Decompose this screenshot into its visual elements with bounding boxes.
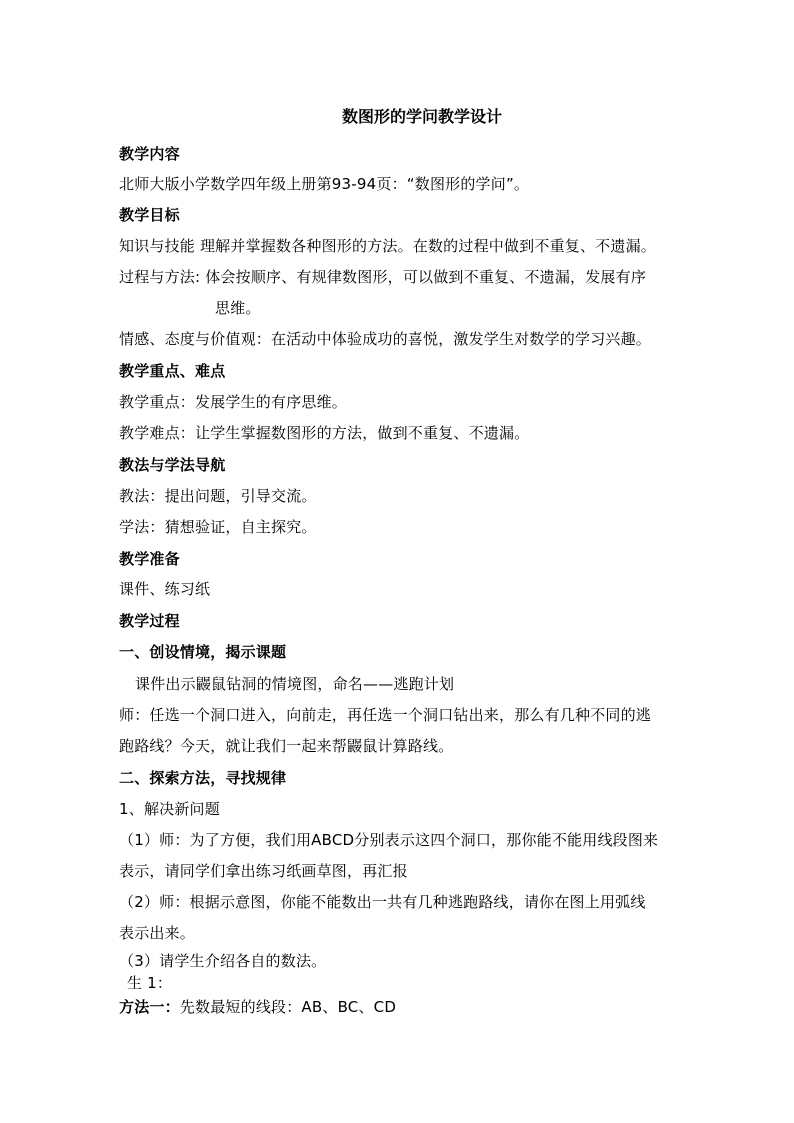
subsection-one: 1、解决新问题 [119,800,220,818]
heading-methods: 教法与学法导航 [119,456,226,474]
method-one-label: 方法一： [119,998,180,1016]
heading-preparation: 教学准备 [119,550,180,568]
method-one-text: 先数最短的线段：AB、BC、CD [179,998,397,1016]
heading-objectives: 教学目标 [119,206,180,224]
step-one-cont: 表示，请同学们拿出练习纸画草图，再汇报 [119,862,408,880]
objective-process: 过程与方法: 体会按顺序、有规律数图形，可以做到不重复、不遗漏，发展有序 [119,268,647,286]
section-one-heading: 一、创设情境，揭示课题 [119,643,287,661]
heading-process: 教学过程 [119,612,180,630]
objective-process-cont: 思维。 [215,299,261,317]
step-two: （2）师：根据示意图，你能不能数出一共有几种逃跑路线，请你在图上用弧线 [119,893,646,911]
difficult-point: 教学难点：让学生掌握数图形的方法，做到不重复、不遗漏。 [119,424,530,442]
content-text: 北师大版小学数学四年级上册第93-94页：“数图形的学问”。 [119,175,530,193]
objective-emotion: 情感、态度与价值观：在活动中体验成功的喜悦，激发学生对数学的学习兴趣。 [119,330,652,348]
step-three: （3）请学生介绍各自的数法。 [119,952,327,970]
objective-knowledge: 知识与技能 理解并掌握数各种图形的方法。在数的过程中做到不重复、不遗漏。 [119,237,656,255]
section-two-heading: 二、探索方法，寻找规律 [119,769,287,787]
step-one: （1）师：为了方便，我们用ABCD分别表示这四个洞口，那你能不能用线段图来 [119,831,659,849]
teaching-method: 教法：提出问题，引导交流。 [119,487,317,505]
teacher-question-cont: 跑路线？今天，就让我们一起来帮鼹鼠计算路线。 [119,737,454,755]
document-title: 数图形的学问教学设计 [341,107,502,126]
preparation-text: 课件、练习纸 [119,580,211,598]
method-one-line [119,997,396,1017]
heading-content: 教学内容 [119,145,180,163]
heading-key-points: 教学重点、难点 [119,362,226,380]
student-one: 生 1： [127,974,173,992]
learning-method: 学法：猜想验证，自主探究。 [119,518,317,536]
teacher-question: 师：任选一个洞口进入，向前走，再任选一个洞口钻出来，那么有几种不同的逃 [119,706,652,724]
step-two-cont: 表示出来。 [119,924,196,942]
key-point: 教学重点：发展学生的有序思维。 [119,393,348,411]
section-one-text: 课件出示鼹鼠钻洞的情境图，命名——逃跑计划 [135,675,455,693]
